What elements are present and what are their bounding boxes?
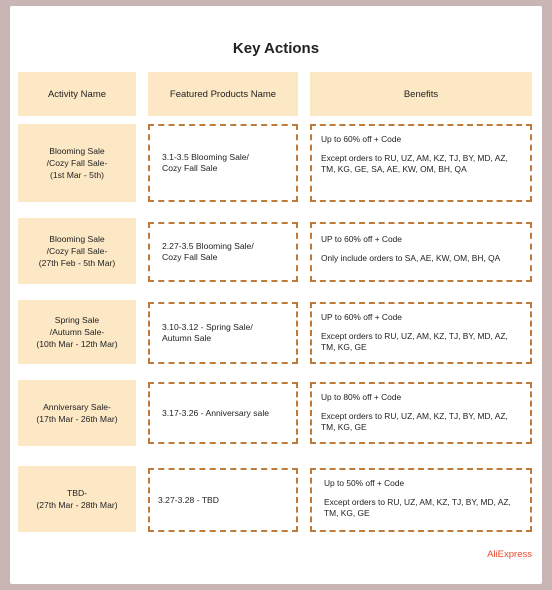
featured-products-cell: 3.10-3.12 - Spring Sale/ Autumn Sale: [148, 302, 298, 364]
benefit-main: Up to 80% off + Code: [321, 392, 402, 402]
featured-products-cell: 3.27-3.28 - TBD: [148, 468, 298, 532]
benefits-cell: [310, 382, 532, 444]
benefit-main: Up to 60% off + Code: [321, 134, 402, 144]
benefit-main: UP to 60% off + Code: [321, 234, 402, 244]
key-actions-card: [10, 6, 542, 584]
benefit-note: Except orders to RU, UZ, AM, KZ, TJ, BY, MD, AZ, TM, KG, GE: [321, 331, 508, 352]
header-activity-name: Activity Name: [18, 72, 136, 116]
activity-name-cell: Blooming Sale /Cozy Fall Sale- (27th Feb - 5th Mar): [18, 218, 136, 284]
benefits-cell: [310, 124, 532, 202]
benefits-cell: [310, 468, 532, 532]
activity-name-cell: TBD- (27th Mar - 28th Mar): [18, 466, 136, 532]
benefit-main: Up to 50% off + Code: [324, 478, 405, 488]
activity-name-cell: Blooming Sale /Cozy Fall Sale- (1st Mar - 5th): [18, 124, 136, 202]
featured-products-cell: 3.17-3.26 - Anniversary sale: [148, 382, 298, 444]
benefit-note: Except orders to RU, UZ, AM, KZ, TJ, BY, MD, AZ, TM, KG, GE, SA, AE, KW, OM, BH, QA: [321, 153, 508, 174]
benefit-note: Except orders to RU, UZ, AM, KZ, TJ, BY, MD, AZ, TM, KG, GE: [324, 497, 511, 518]
header-benefits: Benefits: [310, 72, 532, 116]
benefit-main: UP to 60% off + Code: [321, 312, 402, 322]
benefit-note: Only include orders to SA, AE, KW, OM, BH, QA: [321, 253, 501, 263]
benefits-cell: [310, 222, 532, 282]
benefits-cell: [310, 302, 532, 364]
featured-products-cell: 2.27-3.5 Blooming Sale/ Cozy Fall Sale: [148, 222, 298, 282]
featured-products-cell: 3.1-3.5 Blooming Sale/ Cozy Fall Sale: [148, 124, 298, 202]
header-featured-products: Featured Products Name: [148, 72, 298, 116]
activity-name-cell: Spring Sale /Autumn Sale- (10th Mar - 12th Mar): [18, 300, 136, 364]
page-title: Key Actions: [232, 40, 320, 57]
activity-name-cell: Anniversary Sale- (17th Mar - 26th Mar): [18, 380, 136, 446]
benefit-note: Except orders to RU, UZ, AM, KZ, TJ, BY, MD, AZ, TM, KG, GE: [321, 411, 508, 432]
aliexpress-logo: AliExpress: [487, 549, 532, 560]
